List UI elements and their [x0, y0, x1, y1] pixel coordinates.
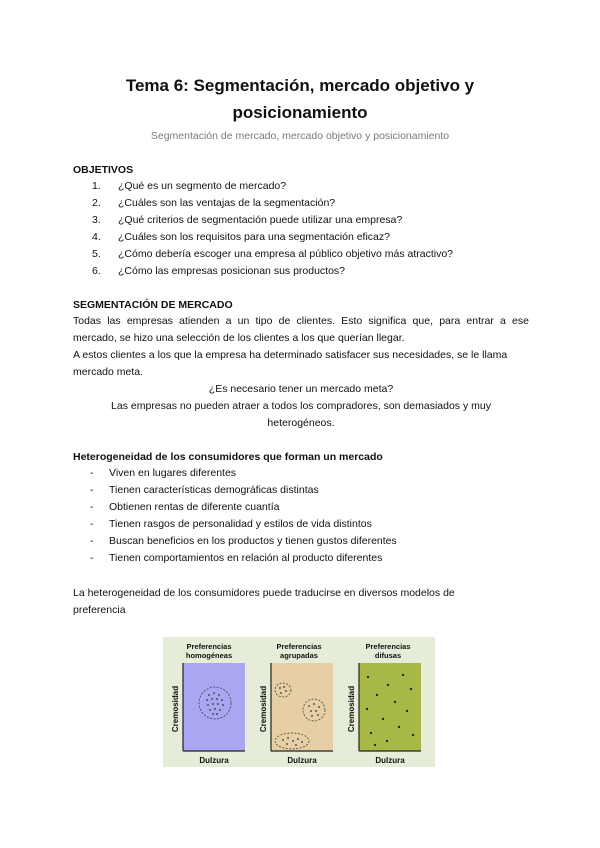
panel-title-line-2: agrupadas [280, 651, 318, 660]
panel-area [183, 663, 245, 751]
y-axis-label: Cremosidad [347, 685, 356, 733]
objetivos-list [73, 178, 453, 280]
heterogeneidad-list [73, 465, 397, 567]
heterogeneidad-item: - Obtienen rentas de diferente cuantía [90, 501, 280, 513]
objetivo-item: 6. ¿Cómo las empresas posicionan sus productos? [92, 265, 346, 277]
segmentacion-answer: Las empresas no pueden atraer a todos los compradores, son demasiados y muy heterogéneos. [111, 400, 491, 429]
segmentacion-paragraph-1: Todas las empresas atienden a un tipo de clientes. Esto significa que, para entrar a ese mercado, se hizo una selección de los clientes a los que querían llegar. [73, 315, 529, 344]
y-axis-label: Cremosidad [171, 685, 180, 733]
objetivo-item: 1. ¿Qué es un segmento de mercado? [92, 180, 287, 192]
heterogeneidad-item: - Tienen rasgos de personalidad y estilos de vida distintos [90, 518, 372, 530]
panel-title-line-2: homogéneas [185, 651, 233, 660]
y-axis-label: Cremosidad [259, 685, 268, 733]
objetivo-item: 4. ¿Cuáles son los requisitos para una segmentación eficaz? [92, 231, 390, 243]
x-axis-label: Dulzura [199, 756, 229, 765]
heterogeneidad-item: - Tienen comportamientos en relación al producto diferentes [90, 552, 383, 564]
x-axis-label: Dulzura [287, 756, 317, 765]
segmentacion-paragraph-2: A estos clientes a los que la empresa ha determinado satisfacer sus necesidades, se le llama mercado meta. [73, 349, 508, 378]
heterogeneidad-conclusion: La heterogeneidad de los consumidores puede traducirse en diversos modelos de preferencia [73, 587, 455, 616]
segmentacion-heading: SEGMENTACIÓN DE MERCADO [73, 299, 233, 311]
panel-area [271, 663, 333, 751]
panel-title-line-1: Preferencias [365, 642, 411, 651]
heterogeneidad-item: - Viven en lugares diferentes [90, 467, 237, 479]
preference-models-figure [163, 637, 435, 767]
document-title [60, 72, 540, 126]
segmentacion-question: ¿Es necesario tener un mercado meta? [208, 383, 394, 395]
title-line-1: Tema 6: Segmentación, mercado objetivo y [125, 76, 475, 95]
objetivo-item: 5. ¿Cómo debería escoger una empresa al público objetivo más atractivo? [92, 248, 454, 260]
x-axis-label: Dulzura [375, 756, 405, 765]
title-line-2: posicionamiento [232, 103, 368, 122]
panel-title-line-1: Preferencias [276, 642, 322, 651]
objetivos-heading: OBJETIVOS [73, 164, 134, 176]
objetivo-item: 3. ¿Qué criterios de segmentación puede utilizar una empresa? [92, 214, 403, 226]
panel-title-line-2: difusas [374, 651, 402, 660]
heterogeneidad-item: - Buscan beneficios en los productos y tienen gustos diferentes [90, 535, 397, 547]
heterogeneidad-item: - Tienen características demográficas distintas [90, 484, 319, 496]
panel-title-line-1: Preferencias [186, 642, 232, 651]
heterogeneidad-heading: Heterogeneidad de los consumidores que forman un mercado [73, 451, 383, 463]
objetivo-item: 2. ¿Cuáles son las ventajas de la segmentación? [92, 197, 336, 209]
document-subtitle: Segmentación de mercado, mercado objetivo y posicionamiento [150, 130, 450, 142]
